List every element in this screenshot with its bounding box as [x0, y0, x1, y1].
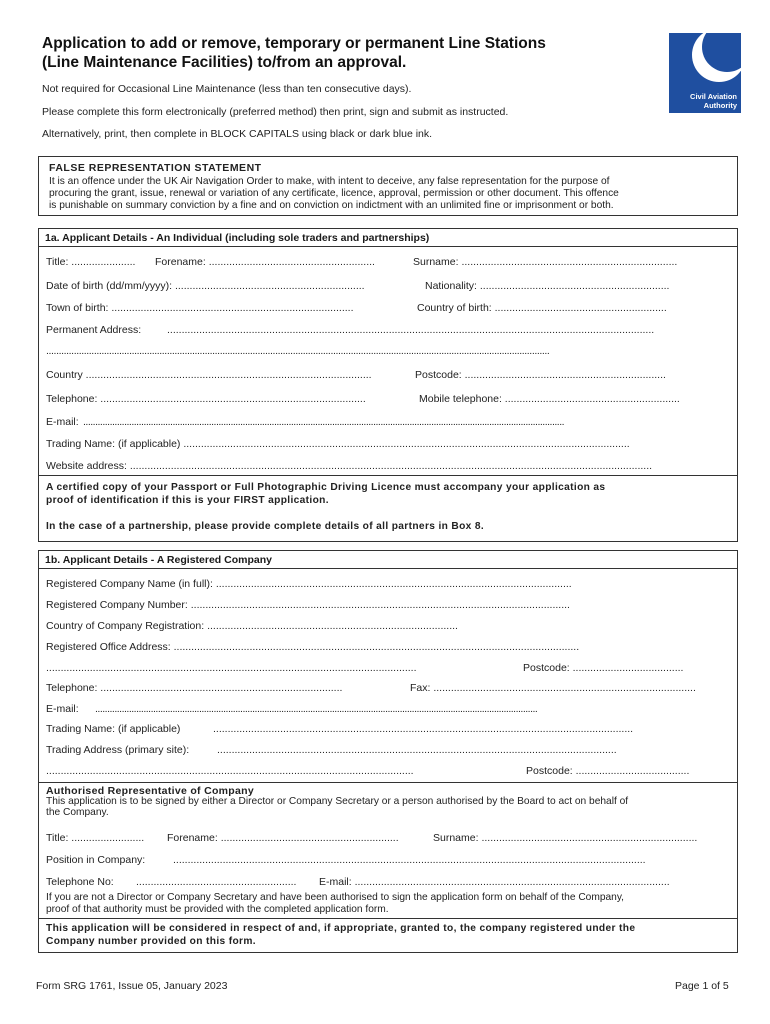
email-field[interactable]: .......................................................................................................................................................................................................: [83, 416, 565, 428]
company-fax-field[interactable]: Fax: ..........................................................................................: [410, 682, 696, 694]
permanent-address-label: Permanent Address:: [46, 324, 142, 336]
rep-email-field[interactable]: E-mail: ............................................................................................................: [319, 876, 670, 888]
authorised-rep-title: Authorised Representative of Company: [46, 785, 255, 797]
company-trading-name-label: Trading Name: (if applicable): [46, 723, 181, 735]
false-rep-title: FALSE REPRESENTATION STATEMENT: [49, 162, 262, 174]
page-number: Page 1 of 5: [675, 980, 729, 992]
section-1a-divider: [39, 475, 737, 476]
intro-line-1: Not required for Occasional Line Maintenance (less than ten consecutive days).: [42, 83, 412, 95]
intro-line-3: Alternatively, print, then complete in BLOCK CAPITALS using black or dark blue ink.: [42, 128, 433, 140]
position-field[interactable]: ..................................................................................................................................................................: [173, 854, 646, 866]
registered-company-number-field[interactable]: Registered Company Number: ..................................................................................................................................: [46, 599, 570, 611]
address-line-2-field[interactable]: ........................................................................................................................................................................................................: [46, 345, 550, 357]
rep-surname-field[interactable]: Surname: ..........................................................................: [433, 832, 698, 844]
office-address-line-2-field[interactable]: ...............................................................................................................................: [46, 662, 417, 674]
trading-address-label: Trading Address (primary site):: [46, 744, 190, 756]
partnership-notice: In the case of a partnership, please provide complete details of all partners in Box 8.: [46, 521, 485, 532]
mobile-telephone-field[interactable]: Mobile telephone: ............................................................: [419, 393, 680, 405]
identification-notice-line-1: A certified copy of your Passport or Full Photographic Driving Licence must accompany your application as: [46, 482, 606, 493]
dob-field[interactable]: Date of birth (dd/mm/yyyy): .................................................................: [46, 280, 365, 292]
not-director-line-1: If you are not a Director or Company Secretary and have been authorised to sign the application form on behalf of the Company,: [46, 892, 625, 903]
company-email-label: E-mail:: [46, 703, 79, 715]
section-1a: [38, 228, 738, 542]
surname-field[interactable]: Surname: ..........................................................................: [413, 256, 678, 268]
title-line-1: Application to add or remove, temporary or permanent Line Stations: [42, 35, 546, 52]
page-title: [42, 34, 546, 72]
telephone-field[interactable]: Telephone: ...........................................................................................: [46, 393, 366, 405]
email-label: E-mail:: [46, 416, 79, 428]
intro-line-2: Please complete this form electronically (preferred method) then print, sign and submit as instructed.: [42, 106, 509, 118]
rep-telephone-label: Telephone No:: [46, 876, 114, 888]
section-1b-header: 1b. Applicant Details - A Registered Company: [39, 551, 737, 569]
rep-forename-field[interactable]: Forename: .............................................................: [167, 832, 399, 844]
postcode-field[interactable]: Postcode: .....................................................................: [415, 369, 666, 381]
trading-name-field[interactable]: Trading Name: (if applicable) .........................................................................................................................................................: [46, 438, 630, 450]
false-rep-line-3: is punishable on summary conviction by a fine and on conviction on indictment with an unlimited fine or imprisonment or both.: [49, 200, 614, 211]
website-field[interactable]: Website address: ...................................................................................................................................................................................: [46, 460, 653, 472]
consideration-notice-line-2: Company number provided on this form.: [46, 936, 256, 947]
position-label: Position in Company:: [46, 854, 146, 866]
registered-office-address-field[interactable]: Registered Office Address: ...........................................................................................................................................: [46, 641, 580, 653]
logo-text: [671, 93, 737, 110]
caa-logo: [669, 33, 741, 113]
not-director-line-2: proof of that authority must be provided with the completed application form.: [46, 904, 389, 915]
company-email-field[interactable]: .......................................................................................................................................................................................: [95, 703, 538, 715]
section-1b-divider: [39, 782, 737, 783]
section-1b: [38, 550, 738, 953]
country-of-birth-field[interactable]: Country of birth: ...........................................................: [417, 302, 667, 314]
company-trading-name-field[interactable]: ................................................................................................................................................: [213, 723, 634, 735]
false-representation-box: [38, 156, 738, 216]
false-rep-line-1: It is an offence under the UK Air Navigation Order to make, with intent to deceive, any false representation for the purpose of: [49, 176, 610, 187]
authorised-rep-line-1: This application is to be signed by either a Director or Company Secretary or a person authorised by the Board to act on behalf of: [46, 796, 629, 807]
registered-company-name-field[interactable]: Registered Company Name (in full): ..........................................................................................................................: [46, 578, 572, 590]
rep-telephone-field[interactable]: .......................................................: [136, 876, 297, 888]
trading-address-field[interactable]: .........................................................................................................................................: [217, 744, 617, 756]
country-field[interactable]: Country ..................................................................................................: [46, 369, 372, 381]
false-rep-line-2: procuring the grant, issue, renewal or variation of any certificate, licence, approval, permission or other document. This offence: [49, 188, 619, 199]
office-postcode-field[interactable]: Postcode: ......................................: [523, 662, 684, 674]
title-line-2: (Line Maintenance Facilities) to/from an approval.: [42, 54, 407, 71]
consideration-notice-line-1: This application will be considered in respect of and, if appropriate, granted to, the company registered under the: [46, 923, 636, 934]
identification-notice-line-2: proof of identification if this is your FIRST application.: [46, 495, 329, 506]
trading-postcode-field[interactable]: Postcode: .......................................: [526, 765, 690, 777]
section-1a-header: 1a. Applicant Details - An Individual (including sole traders and partnerships): [39, 229, 737, 247]
company-telephone-field[interactable]: Telephone: ...................................................................................: [46, 682, 343, 694]
forename-field[interactable]: Forename: .........................................................: [155, 256, 375, 268]
permanent-address-field[interactable]: .......................................................................................................................................................................: [167, 324, 655, 336]
town-of-birth-field[interactable]: Town of birth: ...................................................................................: [46, 302, 354, 314]
authorised-rep-line-2: the Company.: [46, 807, 109, 818]
form-reference: Form SRG 1761, Issue 05, January 2023: [36, 980, 228, 992]
trading-address-line-2-field[interactable]: ..............................................................................................................................: [46, 765, 414, 777]
country-of-registration-field[interactable]: Country of Company Registration: ......................................................................................: [46, 620, 458, 632]
title-field[interactable]: Title: ......................: [46, 256, 136, 268]
nationality-field[interactable]: Nationality: .................................................................: [425, 280, 670, 292]
rep-title-field[interactable]: Title: .........................: [46, 832, 145, 844]
logo-line-2: Authority: [703, 100, 737, 110]
logo-line-1: Civil Aviation: [690, 92, 737, 101]
section-1b-bottom-divider: [39, 918, 737, 919]
